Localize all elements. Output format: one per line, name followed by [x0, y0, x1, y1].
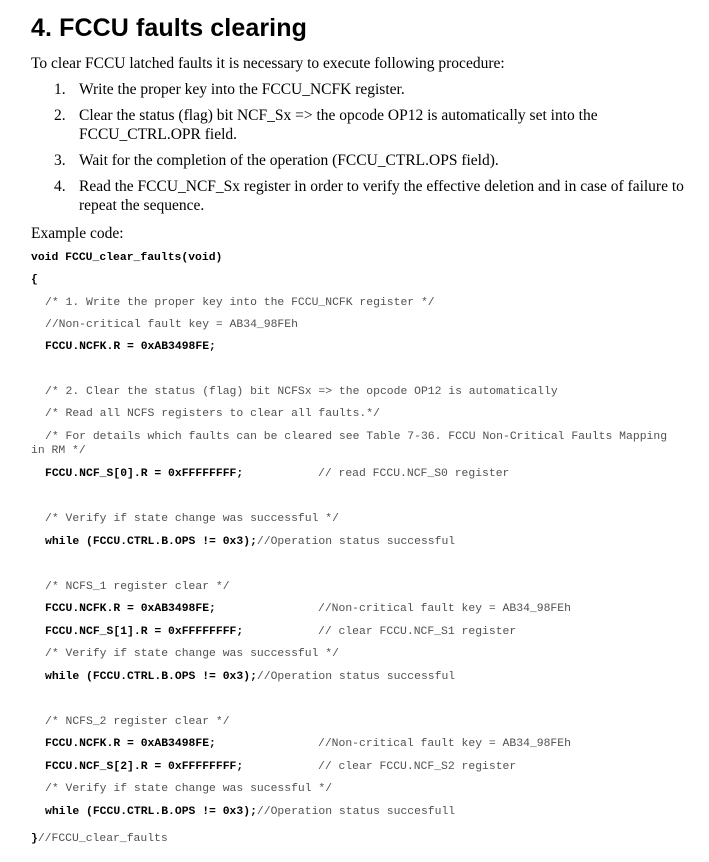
code-comment: //FCCU_clear_faults — [37, 833, 168, 845]
intro-paragraph: To clear FCCU latched faults it is necessary to execute following procedure: — [31, 55, 505, 72]
procedure-step — [31, 151, 691, 170]
step-number: 4. — [54, 178, 66, 195]
step-text: Write the proper key into the FCCU_NCFK register. — [79, 81, 405, 98]
code-line — [45, 805, 455, 819]
code-comment: in RM */ — [31, 445, 86, 457]
code-line — [45, 670, 455, 684]
code-comment: // read FCCU.NCF_S0 register — [318, 468, 510, 480]
code-line: { — [31, 274, 38, 286]
closing-brace: } — [31, 833, 38, 845]
code-line — [31, 832, 168, 846]
code-comment: /* 2. Clear the status (flag) bit NCFSx => the opcode OP12 is automatically — [45, 386, 558, 398]
code-comment: //Non-critical fault key = AB34_98FEh — [45, 319, 298, 331]
code-comment: /* For details which faults can be cleared see Table 7-36. FCCU Non-Critical Faults Mapping — [45, 431, 668, 443]
code-comment: // clear FCCU.NCF_S1 register — [318, 626, 517, 638]
example-label: Example code: — [31, 225, 124, 242]
code-comment: /* Verify if state change was successful */ — [45, 648, 339, 660]
code-comment: //Operation status successful — [256, 671, 456, 683]
code-statement: FCCU.NCF_S[2].R = 0xFFFFFFFF; — [45, 761, 244, 773]
section-heading: 4. FCCU faults clearing — [31, 14, 307, 42]
code-statement: while (FCCU.CTRL.B.OPS != 0x3); — [45, 806, 257, 818]
code-comment: /* 1. Write the proper key into the FCCU_NCFK register */ — [45, 297, 435, 309]
procedure-step — [31, 80, 691, 99]
code-comment: /* Verify if state change was successful */ — [45, 513, 339, 525]
code-comment: /* NCFS_1 register clear */ — [45, 581, 230, 593]
code-comment: //Non-critical fault key = AB34_98FEh — [318, 603, 571, 615]
step-text: Read the FCCU_NCF_Sx register in order to verify the effective deletion and in case of failure to repeat the sequence. — [79, 178, 684, 214]
step-number: 3. — [54, 152, 66, 169]
step-number: 2. — [54, 107, 66, 124]
code-line — [45, 535, 455, 549]
code-comment: //Operation status successful — [256, 536, 456, 548]
procedure-step — [31, 177, 691, 215]
code-comment: /* Verify if state change was sucessful */ — [45, 783, 333, 795]
step-text: Wait for the completion of the operation (FCCU_CTRL.OPS field). — [79, 152, 499, 169]
code-statement: while (FCCU.CTRL.B.OPS != 0x3); — [45, 671, 257, 683]
code-line: void FCCU_clear_faults(void) — [31, 252, 223, 264]
procedure-step — [31, 106, 691, 144]
code-comment: /* NCFS_2 register clear */ — [45, 716, 230, 728]
code-statement: FCCU.NCFK.R = 0xAB3498FE; — [45, 738, 216, 750]
procedure-list — [31, 80, 691, 222]
code-comment: //Operation status succesfull — [256, 806, 456, 818]
step-number: 1. — [54, 81, 66, 98]
code-line — [45, 467, 243, 481]
code-comment: //Non-critical fault key = AB34_98FEh — [318, 738, 571, 750]
code-comment: /* Read all NCFS registers to clear all faults.*/ — [45, 408, 380, 420]
code-statement: FCCU.NCFK.R = 0xAB3498FE; — [45, 603, 216, 615]
code-statement: while (FCCU.CTRL.B.OPS != 0x3); — [45, 536, 257, 548]
step-text: Clear the status (flag) bit NCF_Sx => the opcode OP12 is automatically set into the FCCU_CTRL.OPR field. — [79, 107, 598, 143]
code-statement: FCCU.NCF_S[1].R = 0xFFFFFFFF; — [45, 626, 244, 638]
code-comment: // clear FCCU.NCF_S2 register — [318, 761, 517, 773]
code-line: FCCU.NCFK.R = 0xAB3498FE; — [45, 341, 216, 353]
code-statement: FCCU.NCF_S[0].R = 0xFFFFFFFF; — [45, 468, 244, 480]
